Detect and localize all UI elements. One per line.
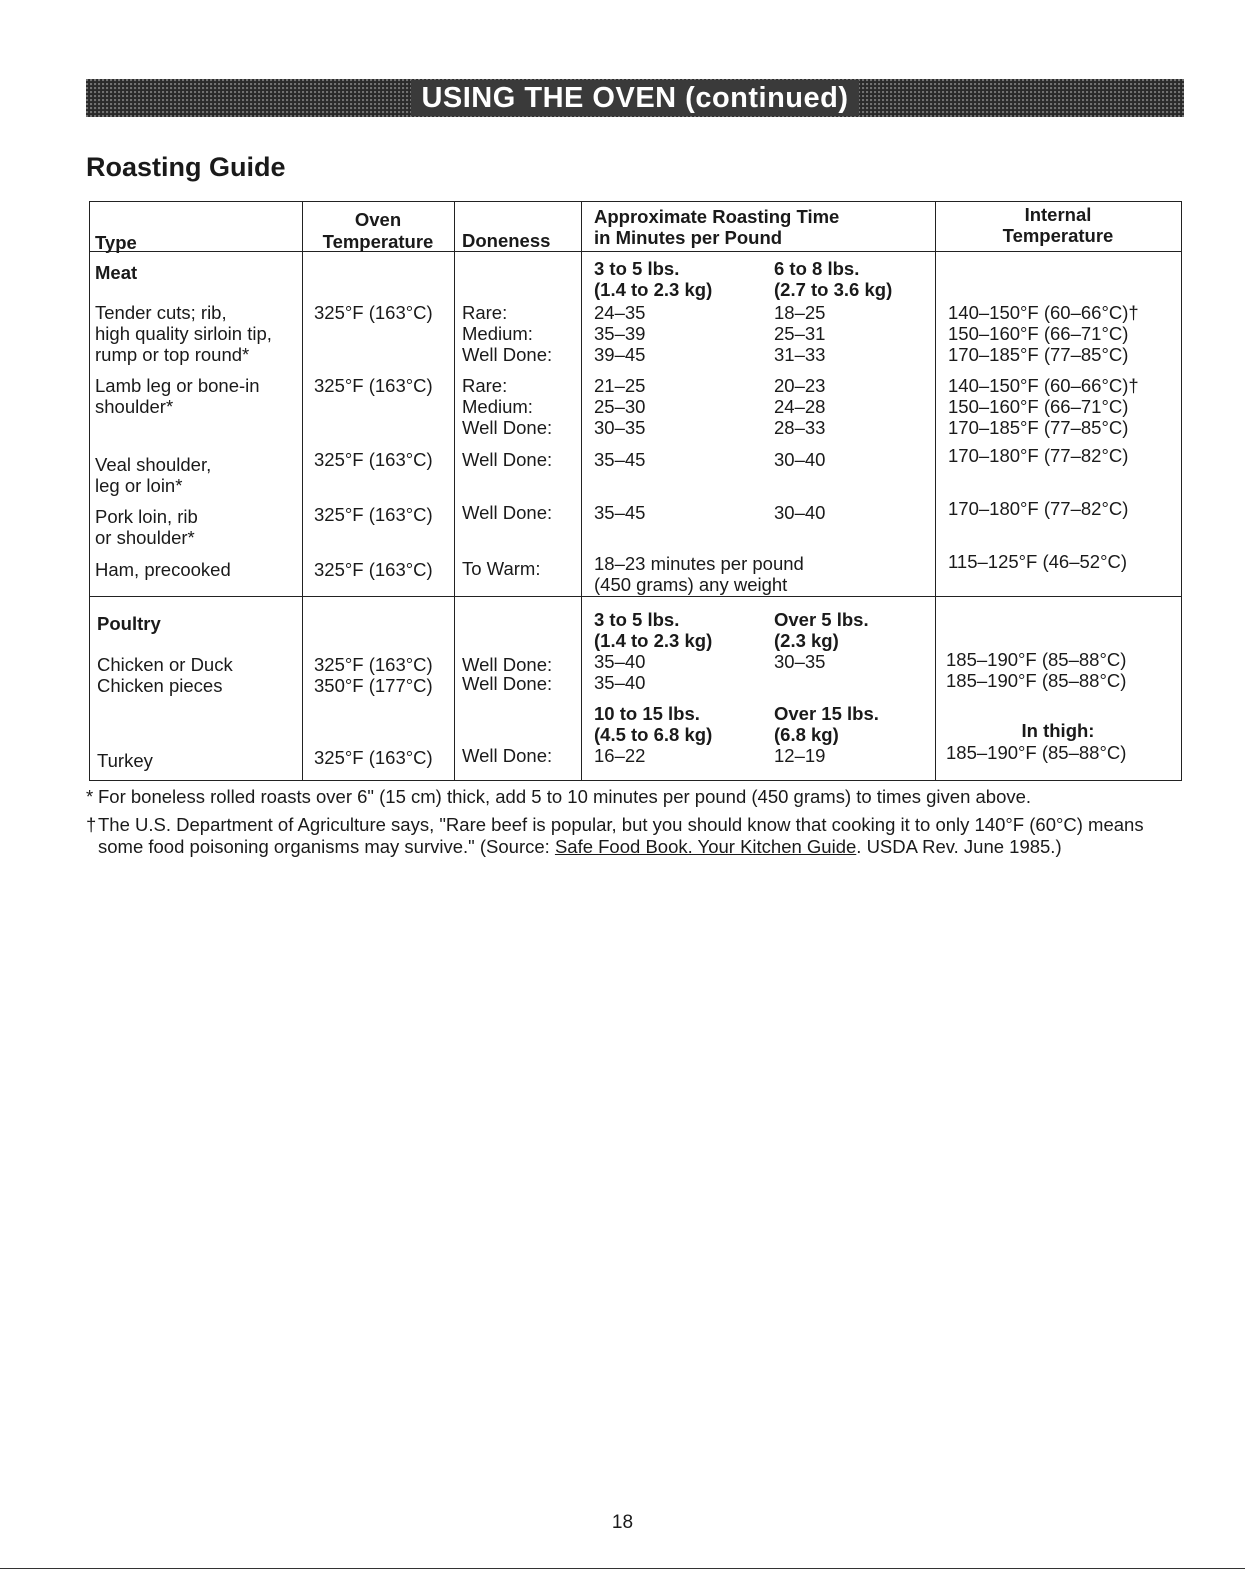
weight-label: (2.3 kg) — [774, 630, 839, 651]
roast-time: 35–40 — [594, 651, 646, 672]
oven-temp: 350°F (177°C) — [314, 675, 433, 696]
column-divider — [935, 202, 936, 780]
oven-temp: 325°F (163°C) — [314, 375, 433, 396]
header-time-l2: in Minutes per Pound — [594, 227, 783, 248]
header-internal-l1: Internal — [1024, 204, 1092, 225]
internal-temp: 185–190°F (85–88°C) — [946, 670, 1127, 691]
doneness: Rare: — [462, 375, 508, 396]
doneness: Well Done: — [462, 502, 553, 523]
section-divider — [90, 596, 1181, 597]
weight-label: 3 to 5 lbs. — [594, 258, 680, 279]
poultry-type: Chicken or Duck — [97, 654, 233, 675]
roasting-guide-table — [89, 201, 1182, 781]
header-doneness: Doneness — [462, 230, 551, 251]
doneness: To Warm: — [462, 558, 541, 579]
roast-time: 25–31 — [774, 323, 826, 344]
roast-time: 25–30 — [594, 396, 646, 417]
doneness: Well Done: — [462, 654, 553, 675]
roast-time: 35–45 — [594, 449, 646, 470]
doneness: Medium: — [462, 323, 533, 344]
oven-temp: 325°F (163°C) — [314, 559, 433, 580]
roast-time: 16–22 — [594, 745, 646, 766]
meat-type: Pork loin, rib — [95, 506, 198, 527]
meat-type: Tender cuts; rib, — [95, 302, 227, 323]
roast-time: 30–40 — [774, 502, 826, 523]
meat-type: Ham, precooked — [95, 559, 231, 580]
roast-time: 30–35 — [594, 417, 646, 438]
page-title: Roasting Guide — [86, 152, 286, 182]
roast-time: 24–28 — [774, 396, 826, 417]
footnote-text — [88, 814, 1188, 858]
column-divider — [302, 202, 303, 780]
footnote-usda-tail: . USDA Rev. June 1985.) — [856, 836, 1062, 857]
roast-time: 18–23 minutes per pound — [594, 553, 804, 574]
weight-label: 6 to 8 lbs. — [774, 258, 860, 279]
weight-label: Over 15 lbs. — [774, 703, 879, 724]
internal-temp: 150–160°F (66–71°C) — [948, 396, 1129, 417]
doneness: Well Done: — [462, 745, 553, 766]
roast-time: 28–33 — [774, 417, 826, 438]
roast-time: 31–33 — [774, 344, 826, 365]
weight-label: 3 to 5 lbs. — [594, 609, 680, 630]
footnote-mark: * — [86, 786, 94, 807]
banner-title: USING THE OVEN (continued) — [411, 80, 858, 116]
internal-temp: 115–125°F (46–52°C) — [948, 551, 1128, 572]
oven-temp: 325°F (163°C) — [314, 302, 433, 323]
header-divider — [90, 251, 1181, 252]
roast-time: 12–19 — [774, 745, 826, 766]
bottom-rule — [0, 1568, 1245, 1569]
internal-temp: 170–185°F (77–85°C) — [948, 417, 1129, 438]
source-title: Safe Food Book. Your Kitchen Guide — [554, 836, 857, 857]
roast-time: 35–45 — [594, 502, 646, 523]
internal-temp: 140–150°F (60–66°C)† — [948, 375, 1139, 396]
footnote-mark: † — [86, 814, 97, 835]
internal-temp: 185–190°F (85–88°C) — [946, 742, 1127, 763]
doneness: Well Done: — [462, 449, 553, 470]
meat-type: Lamb leg or bone-in — [95, 375, 260, 396]
doneness: Well Done: — [462, 344, 553, 365]
meat-type: or shoulder* — [95, 527, 195, 548]
roast-time: (450 grams) any weight — [594, 574, 788, 595]
internal-temp: 170–180°F (77–82°C) — [948, 498, 1129, 519]
header-internal-l2: Temperature — [1002, 225, 1114, 246]
section-label-meat: Meat — [95, 262, 138, 283]
section-label-poultry: Poultry — [97, 613, 161, 634]
roast-time: 18–25 — [774, 302, 826, 323]
internal-temp: 170–185°F (77–85°C) — [948, 344, 1129, 365]
roast-time: 35–40 — [594, 672, 646, 693]
section-banner — [86, 79, 1184, 117]
doneness: Medium: — [462, 396, 533, 417]
weight-label: 10 to 15 lbs. — [594, 703, 700, 724]
meat-type: shoulder* — [95, 396, 174, 417]
weight-label: (4.5 to 6.8 kg) — [594, 724, 713, 745]
weight-label: (1.4 to 2.3 kg) — [594, 630, 713, 651]
column-divider — [581, 202, 582, 780]
poultry-type: Chicken pieces — [97, 675, 223, 696]
oven-temp: 325°F (163°C) — [314, 747, 433, 768]
header-oven-l1: Oven — [354, 209, 402, 230]
doneness: Well Done: — [462, 417, 553, 438]
footnote-usda — [88, 814, 1188, 858]
internal-temp: 150–160°F (66–71°C) — [948, 323, 1129, 344]
footnote-usda-text: The U.S. Department of Agriculture says, "Rare beef is popular, but you should know that cooking it to only 140°F (60°C) means some food poisoning organisms may survive." (Source: — [98, 814, 1144, 857]
footnotes — [88, 786, 1188, 864]
column-divider — [454, 202, 455, 780]
weight-label: Over 5 lbs. — [774, 609, 869, 630]
footnote-text: For boneless rolled roasts over 6" (15 cm) thick, add 5 to 10 minutes per pound (450 grams) to times given above. — [98, 786, 1032, 807]
header-oven-l2: Temperature — [322, 231, 434, 252]
roast-time: 35–39 — [594, 323, 646, 344]
page-number: 18 — [611, 1512, 634, 1533]
oven-temp: 325°F (163°C) — [314, 654, 433, 675]
footnote-boneless — [88, 786, 1188, 808]
doneness: Well Done: — [462, 673, 553, 694]
in-thigh-label: In thigh: — [1021, 720, 1095, 741]
header-type: Type — [95, 232, 137, 253]
oven-temp: 325°F (163°C) — [314, 449, 433, 470]
weight-label: (1.4 to 2.3 kg) — [594, 279, 713, 300]
meat-type: high quality sirloin tip, — [95, 323, 272, 344]
roast-time: 39–45 — [594, 344, 646, 365]
internal-temp: 140–150°F (60–66°C)† — [948, 302, 1139, 323]
roast-time: 30–40 — [774, 449, 826, 470]
meat-type: leg or loin* — [95, 475, 183, 496]
roast-time: 21–25 — [594, 375, 646, 396]
weight-label: (2.7 to 3.6 kg) — [774, 279, 893, 300]
header-time-l1: Approximate Roasting Time — [594, 206, 840, 227]
roast-time: 20–23 — [774, 375, 826, 396]
weight-label: (6.8 kg) — [774, 724, 839, 745]
oven-temp: 325°F (163°C) — [314, 504, 433, 525]
roast-time: 30–35 — [774, 651, 826, 672]
doneness: Rare: — [462, 302, 508, 323]
meat-type: Veal shoulder, — [95, 454, 212, 475]
meat-type: rump or top round* — [95, 344, 250, 365]
poultry-type: Turkey — [97, 750, 153, 771]
roast-time: 24–35 — [594, 302, 646, 323]
internal-temp: 170–180°F (77–82°C) — [948, 445, 1129, 466]
internal-temp: 185–190°F (85–88°C) — [946, 649, 1127, 670]
